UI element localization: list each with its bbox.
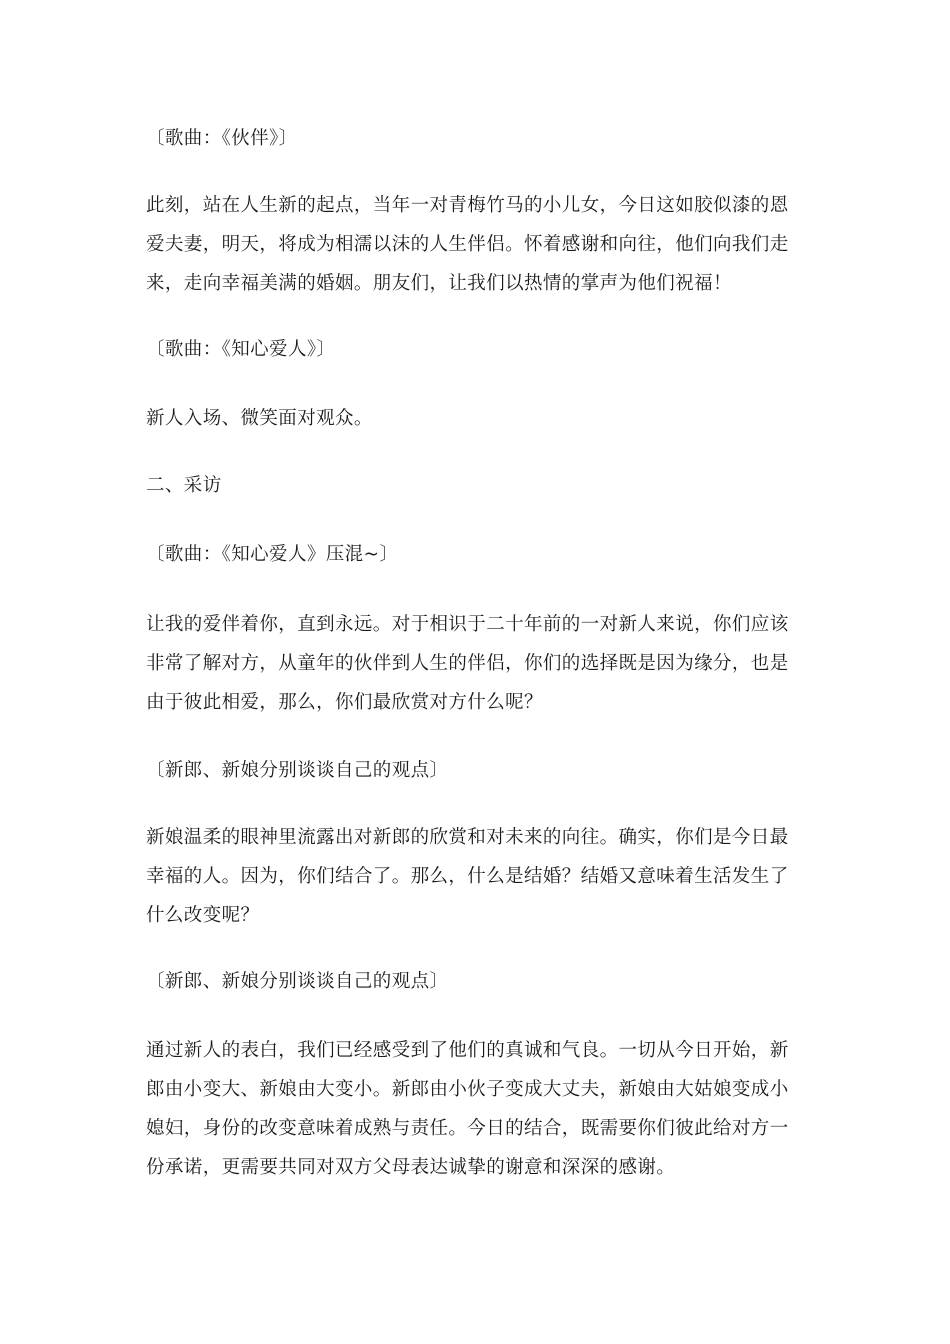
paragraph-line: 什么改变呢？ <box>146 905 260 926</box>
paragraph-line: 让我的爱伴着你，直到永远。对于相识于二十年前的一对新人来说，你们应该 <box>146 614 789 635</box>
paragraph-line: 新娘温柔的眼神里流露出对新郎的欣赏和对未来的向往。确实，你们是今日最 <box>146 827 789 848</box>
song-cue-beloved: 〔歌曲：《知心爱人》〕 <box>146 339 336 360</box>
paragraph-line: 通过新人的表白，我们已经感受到了他们的真诚和气良。一切从今日开始，新 <box>146 1040 789 1061</box>
paragraph-line: 由于彼此相爱，那么，你们最欣赏对方什么呢？ <box>146 692 543 713</box>
stage-direction: 新人入场、微笑面对观众。 <box>146 408 373 429</box>
paragraph-line: 爱夫妻，明天，将成为相濡以沫的人生伴侣。怀着感谢和向往，他们向我们走 <box>146 234 789 255</box>
song-cue-partner: 〔歌曲：《伙伴》〕 <box>146 128 298 149</box>
paragraph-line: 媳妇，身份的改变意味着成熟与责任。今日的结合，既需要你们彼此给对方一 <box>146 1118 789 1139</box>
paragraph-line: 此刻，站在人生新的起点，当年一对青梅竹马的小儿女，今日这如胶似漆的恩 <box>146 195 789 216</box>
song-cue-beloved-remix: 〔歌曲：《知心爱人》压混~〕 <box>146 544 399 565</box>
stage-direction: 〔新郎、新娘分别谈谈自己的观点〕 <box>146 971 449 992</box>
section-heading: 二、采访 <box>146 475 222 496</box>
paragraph-line: 非常了解对方，从童年的伙伴到人生的伴侣，你们的选择既是因为缘分，也是 <box>146 653 789 674</box>
stage-direction: 〔新郎、新娘分别谈谈自己的观点〕 <box>146 760 449 781</box>
paragraph-line: 来，走向幸福美满的婚姻。朋友们，让我们以热情的掌声为他们祝福！ <box>146 273 732 294</box>
paragraph-line: 郎由小变大、新娘由大变小。新郎由小伙子变成大丈夫，新娘由大姑娘变成小 <box>146 1079 789 1100</box>
paragraph-line: 份承诺，更需要共同对双方父母表达诚挚的谢意和深深的感谢。 <box>146 1157 676 1178</box>
paragraph-line: 幸福的人。因为，你们结合了。那么，什么是结婚？结婚又意味着生活发生了 <box>146 866 789 887</box>
